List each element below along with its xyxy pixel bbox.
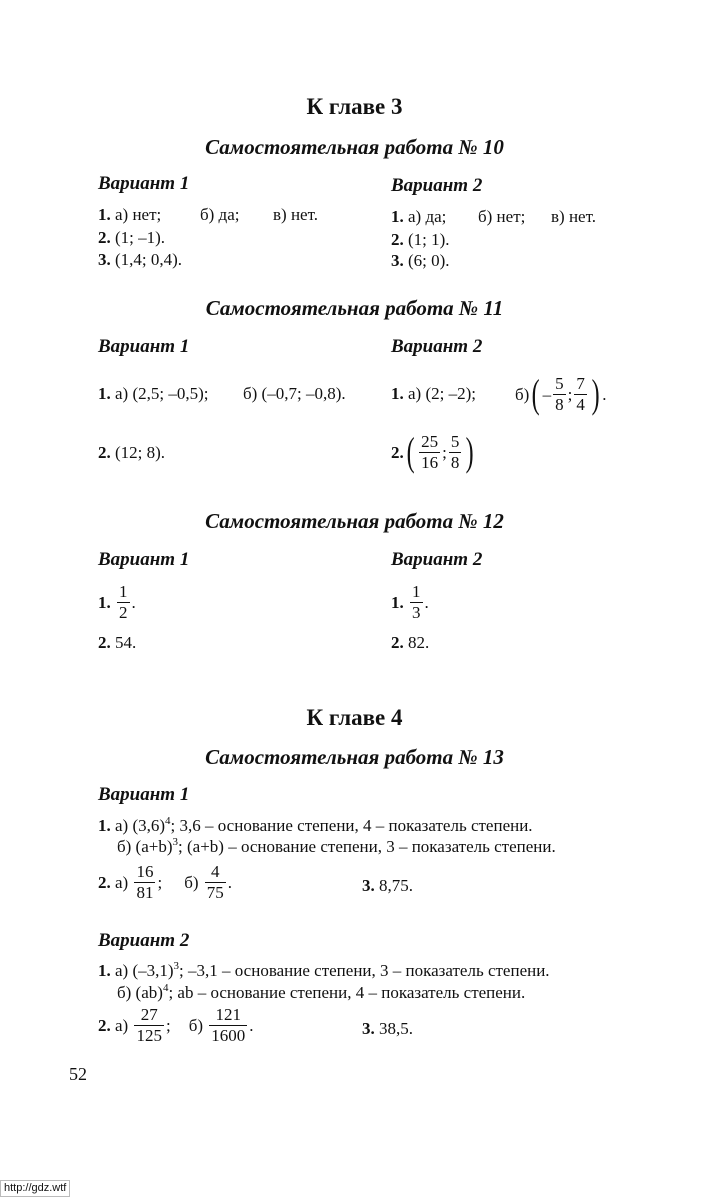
sr10-v2-answer-1c: в) нет. xyxy=(551,207,596,226)
sr13-v2-answer-2: 2. а) $\frac{27}{125}$ ; б) $\frac{121}{1600}$ . xyxy=(98,1005,254,1045)
fraction: $\frac{25}{16}$ xyxy=(421,431,439,472)
fraction: $\frac{1}{3}$ xyxy=(412,582,421,622)
sr13-variant2-label: Вариант 2 xyxy=(98,930,190,951)
left-paren-icon: ( xyxy=(531,371,540,416)
sr10-v1-answer-2: 2. (1; –1). xyxy=(98,228,166,247)
page-number: 52 xyxy=(69,1064,87,1084)
sr10-v1-answer-3: 3. (1,4; 0,4). xyxy=(98,250,183,269)
sr13-v1-answer-1a: 1. а) $(3,6)^4$; 3,6 – основание степени, 4 – показатель степени. xyxy=(98,815,533,835)
sr11-v1-answer-2: 2. (12; 8). xyxy=(98,443,166,462)
sr10-v2-answer-1b: б) нет; xyxy=(478,207,526,226)
section-sr12-title: Самостоятельная работа № 12 xyxy=(205,509,504,533)
sr10-v2-answer-2: 2. (1; 1). xyxy=(391,230,450,249)
right-paren-icon: ) xyxy=(465,429,474,474)
sr13-v1-answer-2: 2. а) $\frac{16}{81}$ ; б) $\frac{4}{75}$ . xyxy=(98,862,233,902)
sr12-v1-answer-1: 1. $\frac{1}{2}$ . xyxy=(98,582,136,622)
sr10-variant1-label: Вариант 1 xyxy=(98,173,190,194)
sr13-v1-answer-3: 3. 8,75. xyxy=(362,876,413,895)
fraction: $\frac{4}{75}$ xyxy=(206,862,224,902)
sr11-v2-answer-1: 1. а) (2; –2); xyxy=(391,384,476,403)
fraction: $\frac{16}{81}$ xyxy=(136,862,154,902)
sr12-v2-answer-1: 1. $\frac{1}{3}$ . xyxy=(391,582,429,622)
fraction: $\frac{27}{125}$ xyxy=(136,1005,162,1045)
sr13-variant1-label: Вариант 1 xyxy=(98,784,190,805)
chapter-4-title: К главе 4 xyxy=(306,705,403,730)
section-sr11-title: Самостоятельная работа № 11 xyxy=(205,296,504,320)
sr11-v2-answer-2: 2. ( $\frac{25}{16}$ ; $\frac{5}{8}$ ) xyxy=(391,429,474,474)
chapter-3-title: К главе 3 xyxy=(306,94,403,119)
sr12-variant2-label: Вариант 2 xyxy=(391,549,483,570)
sr12-v1-answer-2: 2. 54. xyxy=(98,633,137,652)
sr10-variant2-label: Вариант 2 xyxy=(391,175,483,196)
fraction: $\frac{7}{4}$ xyxy=(576,373,585,414)
sr12-variant1-label: Вариант 1 xyxy=(98,549,190,570)
fraction: $\frac{5}{8}$ xyxy=(555,373,564,414)
sr13-v2-answer-3: 3. 38,5. xyxy=(362,1019,413,1038)
right-paren-icon: ) xyxy=(591,371,600,416)
fraction: $\frac{5}{8}$ xyxy=(450,431,460,472)
fraction: $\frac{121}{1600}$ xyxy=(211,1005,246,1045)
sr10-v2-answer-3: 3. (6; 0). xyxy=(391,251,450,270)
sr11-variant1-label: Вариант 1 xyxy=(98,336,190,357)
sr11-variant2-label: Вариант 2 xyxy=(391,336,483,357)
sr11-v1-answer-1: 1. а) (2,5; –0,5); xyxy=(98,384,209,403)
sr12-v2-answer-2: 2. 82. xyxy=(391,633,430,652)
sr10-v1-answer-1: 1. а) нет; xyxy=(98,205,162,224)
sr10-v1-answer-1b: б) да; xyxy=(200,205,240,224)
sr13-v2-answer-1b: б) (ab)$^4$; ab – основание степени, 4 – показатель степени. xyxy=(117,982,526,1002)
left-paren-icon: ( xyxy=(406,429,415,474)
section-sr13-title: Самостоятельная работа № 13 xyxy=(205,745,504,769)
fraction: $\frac{1}{2}$ xyxy=(119,582,128,622)
sr10-v1-answer-1c: в) нет. xyxy=(273,205,318,224)
section-sr10-title: Самостоятельная работа № 10 xyxy=(205,135,504,159)
sr13-v2-answer-1a: 1. а) $(-3,1)^3$; –3,1 – основание степени, 3 – показатель степени. xyxy=(98,960,550,980)
sr11-v1-answer-1b: б) (–0,7; –0,8). xyxy=(243,384,346,403)
source-url-link[interactable]: http://gdz.wtf xyxy=(0,1180,70,1197)
sr13-v1-answer-1b: б) $(a+b)^3$; (a+b) – основание степени, 3 – показатель степени. xyxy=(117,836,556,856)
sr10-v2-answer-1: 1. а) да; xyxy=(391,207,447,226)
sr11-v2-answer-1b: б) ( – $\frac{5}{8}$ ; $\frac{7}{4}$ ) . xyxy=(515,371,607,416)
